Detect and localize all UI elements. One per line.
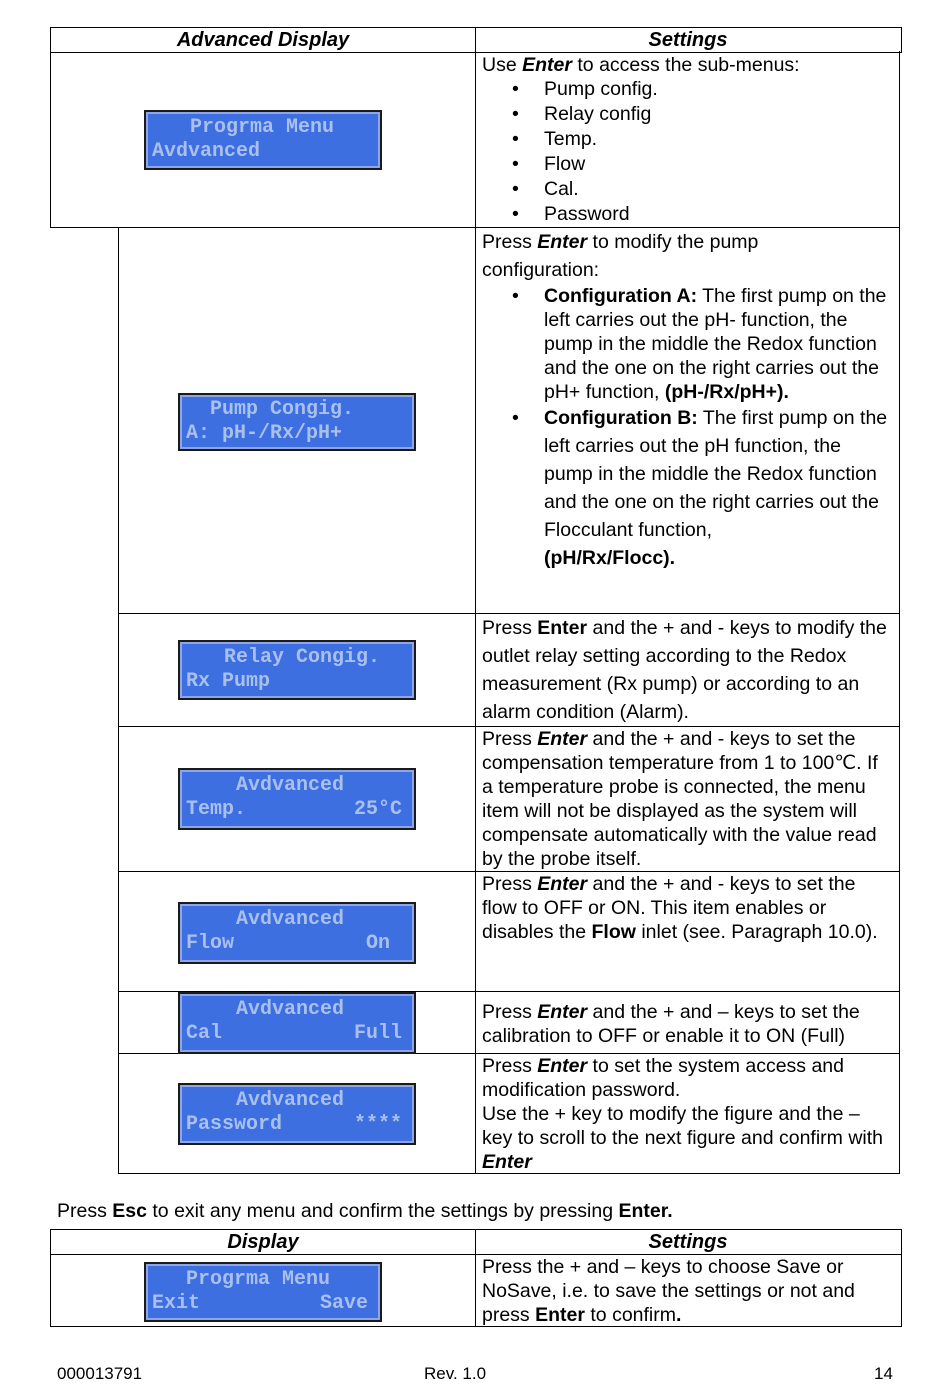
column-header-settings-2: Settings bbox=[648, 1231, 728, 1253]
lcd-display-program-menu-exit bbox=[144, 1262, 382, 1322]
lcd-line-1: Avdvanced bbox=[236, 1089, 345, 1112]
lcd-display-flow bbox=[178, 902, 416, 964]
settings-text-submenus: Use Enter to access the sub-menus: • Pump config. • Relay config • Temp. • Flow • Cal. • Password bbox=[482, 53, 894, 227]
lcd-line-1: Avdvanced bbox=[236, 998, 345, 1021]
lcd-line-1: Avdvanced bbox=[236, 774, 345, 797]
settings-text-cal: Press Enter and the + and – keys to set the calibration to OFF or enable it to ON (Full) bbox=[482, 1001, 860, 1047]
footer-page-number: 14 bbox=[874, 1364, 893, 1383]
submenu-list bbox=[482, 77, 894, 227]
lcd-display-temp bbox=[178, 768, 416, 830]
list-item: • Temp. bbox=[544, 127, 894, 152]
lcd-line-2: A: pH-/Rx/pH+ bbox=[186, 422, 343, 445]
lcd-line-2-left: Cal bbox=[186, 1022, 223, 1045]
lcd-line-1: Progrma Menu bbox=[190, 116, 335, 139]
exit-instruction: Press Esc to exit any menu and confirm the settings by pressing Enter. bbox=[57, 1200, 673, 1222]
lcd-display-password bbox=[178, 1083, 416, 1145]
list-item: • Pump config. bbox=[544, 77, 894, 102]
lcd-line-2-right: On bbox=[365, 932, 390, 955]
lcd-line-2-left: Password bbox=[186, 1113, 283, 1136]
lcd-display-pump-config bbox=[178, 393, 416, 451]
lcd-line-1: Pump Congig. bbox=[210, 398, 355, 421]
column-header-advanced-display: Advanced Display bbox=[176, 29, 350, 51]
list-item: • Password bbox=[544, 202, 894, 227]
footer-doc-number: 000013791 bbox=[57, 1364, 143, 1383]
settings-text-relay-config: Press Enter and the + and - keys to modify the outlet relay setting according to the Redox measurement (Rx pump) or according to an alarm condition (Alarm). bbox=[482, 617, 887, 723]
lcd-line-1: Avdvanced bbox=[236, 908, 345, 931]
lcd-line-2: Rx Pump bbox=[186, 670, 271, 693]
lcd-line-2-left: Temp. bbox=[186, 798, 247, 821]
lcd-line-1: Progrma Menu bbox=[186, 1268, 331, 1291]
settings-text-pump-config: Press Enter to modify the pump configuration: • Configuration A: The first pump on the left carries out the pH- function, the pump in the middle the Redox function and the one on the right carries out the pH+ function, (pH-/Rx/pH+). • Configuration B: The first pump on the left carries out the pH function, the pump in the middle the Redox function and the one on the right carries out the Flocculant function, (pH/Rx/Flocc). bbox=[482, 228, 894, 572]
list-item: • Flow bbox=[544, 152, 894, 177]
settings-text-flow: Press Enter and the + and - keys to set the flow to OFF or ON. This item enables or disables the Flow inlet (see. Paragraph 10.0). bbox=[482, 873, 878, 943]
config-a-item: • Configuration A: The first pump on the left carries out the pH- function, the pump in the middle the Redox function and the one on the right carries out the pH+ function, (pH-/Rx/pH+). bbox=[544, 284, 894, 404]
config-b-item: • Configuration B: The first pump on the left carries out the pH function, the pump in the middle the Redox function and the one on the right carries out the Flocculant function, (pH/Rx/Flocc). bbox=[544, 404, 894, 572]
lcd-display-cal bbox=[178, 992, 416, 1054]
lcd-display-relay-config bbox=[178, 640, 416, 700]
lcd-line-2-left: Flow bbox=[186, 932, 235, 955]
settings-text-password: Press Enter to set the system access and modification password. Use the + key to modify the figure and the – key to scroll to the next figure and confirm with Enter bbox=[482, 1055, 884, 1173]
footer-revision: Rev. 1.0 bbox=[424, 1364, 487, 1383]
lcd-line-2-right: Full bbox=[353, 1022, 402, 1045]
lcd-line-2: Avdvanced bbox=[152, 140, 261, 163]
column-header-display: Display bbox=[227, 1231, 299, 1253]
settings-text-temp: Press Enter and the + and - keys to set the compensation temperature from 1 to 100℃. If a temperature probe is connected, the menu item will not be displayed as the system will compensate automatically with the value read by the probe itself. bbox=[482, 728, 878, 870]
lcd-line-2-left: Exit bbox=[152, 1292, 201, 1315]
lcd-display-program-menu-advanced bbox=[144, 110, 382, 170]
lcd-line-2-right: Save bbox=[319, 1292, 368, 1315]
lcd-line-1: Relay Congig. bbox=[224, 646, 381, 669]
column-header-settings: Settings bbox=[648, 29, 728, 51]
lcd-line-2-right: 25°C bbox=[353, 798, 402, 821]
list-item: • Relay config bbox=[544, 102, 894, 127]
list-item: • Cal. bbox=[544, 177, 894, 202]
settings-text-save: Press the + and – keys to choose Save or NoSave, i.e. to save the settings or not and press Enter to confirm. bbox=[482, 1256, 855, 1326]
lcd-line-2-right: **** bbox=[353, 1113, 402, 1136]
